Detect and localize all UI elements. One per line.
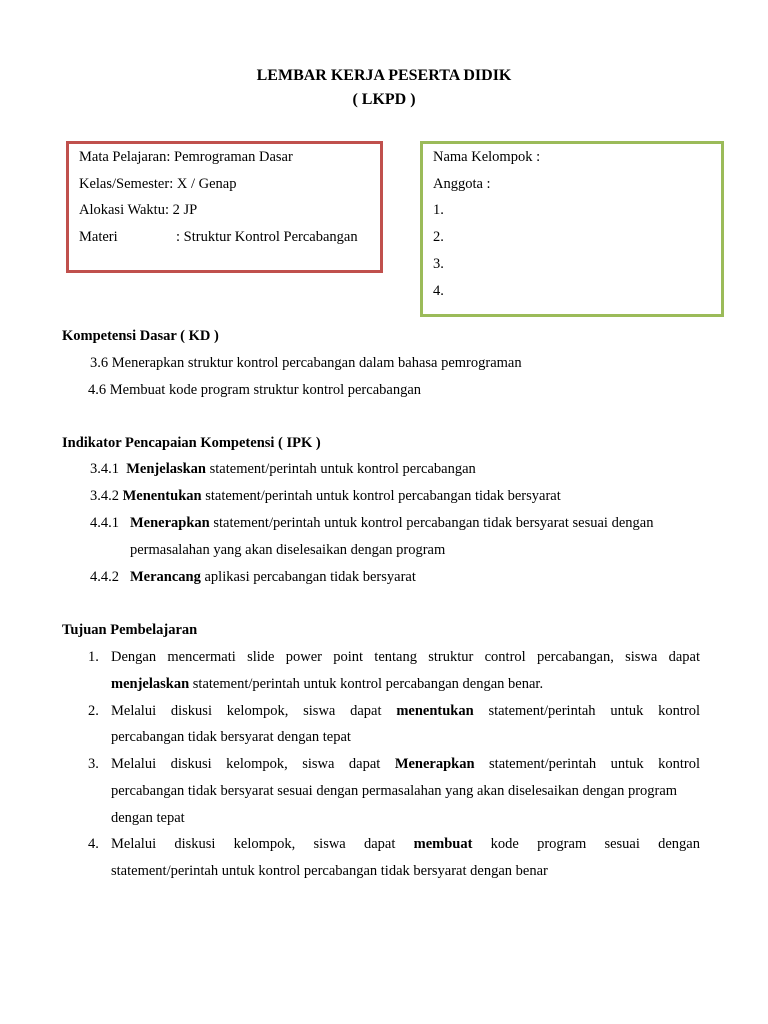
tujuan-1-number: 1.	[88, 649, 99, 665]
tujuan-heading: Tujuan Pembelajaran	[62, 622, 198, 638]
kd-item-2: 4.6 Membuat kode program struktur kontrol percabangan	[88, 382, 422, 398]
tujuan-1-verb: menjelaskan	[111, 676, 190, 692]
ipk-item-2-verb: Menentukan	[122, 488, 202, 504]
tujuan-4-number: 4.	[88, 836, 99, 852]
tujuan-4-post: kode program sesuai dengan	[472, 836, 700, 852]
tujuan-2-number: 2.	[88, 703, 99, 719]
ipk-item-3-continuation: permasalahan yang akan diselesaikan dengan program	[130, 542, 446, 558]
ipk-item-3	[130, 513, 653, 533]
tujuan-3-line-2: percabangan tidak bersyarat sesuai dengan permasalahan yang akan diselesaikan dengan program	[111, 783, 678, 799]
tujuan-2-line-1	[111, 701, 700, 721]
ipk-heading: Indikator Pencapaian Kompetensi ( IPK )	[62, 435, 321, 451]
material-value: : Struktur Kontrol Percabangan	[176, 229, 358, 245]
ipk-item-3-verb: Menerapkan	[130, 515, 210, 531]
member-1: 1.	[433, 202, 444, 218]
member-2: 2.	[433, 229, 444, 245]
tujuan-3-line-1	[111, 754, 700, 774]
tujuan-4-line-1	[111, 834, 700, 854]
member-4: 4.	[433, 283, 444, 299]
tujuan-3-number: 3.	[88, 756, 99, 772]
group-name-label: Nama Kelompok :	[433, 149, 541, 165]
tujuan-2-verb: menentukan	[396, 703, 474, 719]
tujuan-2-post: statement/perintah untuk kontrol	[473, 703, 701, 719]
ipk-item-4-verb: Merancang	[130, 569, 201, 585]
members-label: Anggota :	[433, 176, 491, 192]
ipk-item-3-text: statement/perintah untuk kontrol percabangan tidak bersyarat sesuai dengan	[209, 515, 654, 531]
member-3: 3.	[433, 256, 444, 272]
group-info-box	[420, 141, 724, 317]
ipk-item-2	[90, 486, 561, 506]
tujuan-2-pre: Melalui diskusi kelompok, siswa dapat	[111, 703, 397, 719]
ipk-item-2-number: 3.4.2	[90, 488, 119, 504]
ipk-item-1	[90, 459, 476, 479]
subject-label: Mata Pelajaran: Pemrograman Dasar	[79, 149, 293, 165]
tujuan-3-pre: Melalui diskusi kelompok, siswa dapat	[111, 756, 395, 772]
tujuan-2-line-2: percabangan tidak bersyarat dengan tepat	[111, 729, 351, 745]
title-line-2: ( LKPD )	[352, 91, 416, 108]
ipk-item-1-number: 3.4.1	[90, 461, 119, 477]
title-line-1: LEMBAR KERJA PESERTA DIDIK	[256, 67, 512, 84]
tujuan-3-line-3: dengan tepat	[111, 810, 185, 826]
ipk-item-4-number: 4.4.2	[90, 569, 119, 585]
tujuan-4-verb: membuat	[413, 836, 473, 852]
kd-heading: Kompetensi Dasar ( KD )	[62, 328, 219, 344]
kd-item-1: 3.6 Menerapkan struktur kontrol percabangan dalam bahasa pemrograman	[90, 355, 522, 371]
time-allocation-label: Alokasi Waktu: 2 JP	[79, 202, 198, 218]
tujuan-1-line-2	[111, 674, 543, 694]
ipk-item-1-text: statement/perintah untuk kontrol percabangan	[206, 461, 476, 477]
ipk-item-4	[130, 567, 416, 587]
ipk-item-3-number: 4.4.1	[90, 515, 119, 531]
ipk-item-1-verb: Menjelaskan	[126, 461, 206, 477]
tujuan-3-post: statement/perintah untuk kontrol	[474, 756, 701, 772]
tujuan-1-line-1: Dengan mencermati slide power point tentang struktur control percabangan, siswa dapat	[111, 649, 700, 665]
tujuan-4-line-2: statement/perintah untuk kontrol percabangan tidak bersyarat dengan benar	[111, 863, 548, 879]
material-label: Materi	[79, 229, 118, 245]
class-semester-label: Kelas/Semester: X / Genap	[79, 176, 237, 192]
tujuan-3-verb: Menerapkan	[394, 756, 475, 772]
tujuan-4-pre: Melalui diskusi kelompok, siswa dapat	[111, 836, 414, 852]
ipk-item-4-text: aplikasi percabangan tidak bersyarat	[200, 569, 416, 585]
document-title	[0, 64, 768, 112]
tujuan-1-text: statement/perintah untuk kontrol percabangan dengan benar.	[189, 676, 544, 692]
ipk-item-2-text: statement/perintah untuk kontrol percabangan tidak bersyarat	[201, 488, 561, 504]
